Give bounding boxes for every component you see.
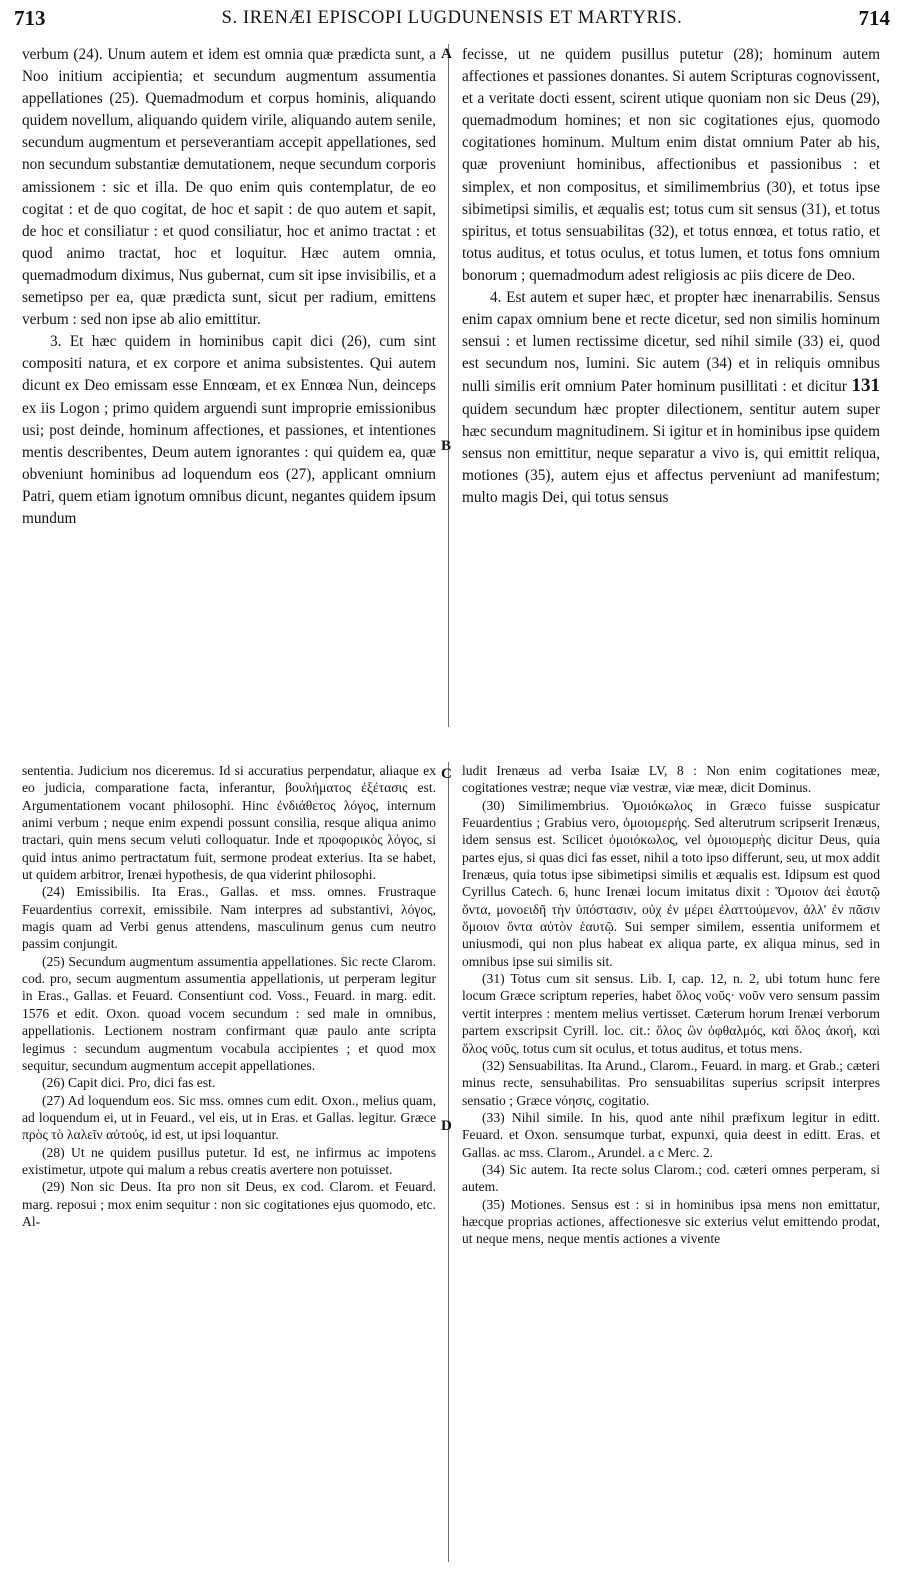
main-paragraph-text: quidem secundum hæc propter dilectionem, sentitur autem super hæc secundum magnitudinem. Si igitur et in hominibus ipse quidem sensus non emittitur, neque separatur a vivo is, qui emittit reliqua, motiones (35), autem ejus et affectus perveniunt ad manifestum; multo magis Dei, qui totus sensus bbox=[462, 400, 880, 506]
main-text-right-column bbox=[462, 44, 880, 509]
footnote-25: (25) Secundum augmentum assumentia appellationes. Sic recte Clarom. cod. pro, secum augmentum assumentia appellationis, ut perperam legitur in Eras., Gallas. et Feuard. Consentiunt cod. Voss., Feuard. in marg. edit. 1576 et edit. Oxon. quoad vocem secundum : sed male in omnibus, appellationis. Lectionem nostram confirmant quæ paulo ante scripta legimus : secundum augmentum vocabula accipientes ; et quod mox sequitur, secundum augmentum accepit appellationes. bbox=[22, 953, 436, 1073]
footnote-24: (24) Emissibilis. Ita Eras., Gallas. et mss. omnes. Frustraque Feuardentius correxit, emissibile. Nam interpres ad substantivi, λόγος, magis quam ad Verbi genus attendens, masculinum genus cum neutro passim conjungit. bbox=[22, 884, 436, 952]
main-paragraph: verbum (24). Unum autem et idem est omnia quæ prædicta sunt, a Noo initium accipientia; et secundum augmentum assumentia appellationes (25). Quemadmodum et corpus hominis, aliquando quidem novellum, aliquando quidem virile, aliquando autem senile, secundum augmentum et perseverantiam accepit appellationes, sed non secundum substantiæ demutationem, neque secundum corporis amissionem : sic et illa. De quo enim quis contemplatur, de eo cogitat : et de quo cogitat, de hoc et sapit : de quo autem et sapit, de hoc et consiliatur : et quod consiliatur, hoc et animo tractat : et quod animo tractat, hoc et loquitur. Hæc autem omnia, quemadmodum diximus, Nus gubernat, cum sit ipse invisibilis, et a semetipso per ea, quæ prædicta sunt, sicut per radium, emittens verbum : sed non ipse ab alio emittitur. bbox=[22, 46, 436, 329]
original-page-marker: 131 bbox=[851, 375, 880, 397]
running-header bbox=[14, 6, 890, 34]
footnote-27: (27) Ad loquendum eos. Sic mss. omnes cum edit. Oxon., melius quam, ad loquendum ei, ut in Feuard., vel eis, ut in Eras. et Gallas. legitur. Græce πρὸς τὸ λαλεῖν αὐτούς, id est, ut ipsi loquantur. bbox=[22, 1092, 436, 1143]
main-text-left-column bbox=[22, 44, 436, 530]
footnote-continuation: sententia. Judicium nos diceremus. Id si accuratius perpendatur, aliaque ex eo judicia, comparatione facta, inferantur, βουλήματος ἐξέτασις est. Argumentationem vocant philosophi. Hinc ἐνδιάθετος λόγος, internum animi verbum ; neque enim expendi possunt consilia, resque aliqua animo tractari, quin mens secum veluti colloquatur. Inde et προφορικὸς λόγος, si quid intus animo pertractatum fuit, sermone prodeat exterius. Ita se habet, ut quidem arbitror, Irenæi hypothesis, de qua viderint philosophi. bbox=[22, 763, 436, 883]
footnote-31: (31) Totus cum sit sensus. Lib. I, cap. 12, n. 2, ubi totum hunc fere locum Græce scriptum reperies, habet ὅλος νοῦς· νοῦν vero sensum passim vertit interpres : mentem melius vertisset. Cæterum horum Irenæi verborum partem exscripsit Cyrill. loc. cit.: ὅλος ὢν ὀφθαλμός, καὶ ὅλος ἀκοή, καὶ ὅλος νοῦς, totus cum sit oculus, et totus auditus, et totus mens. bbox=[462, 971, 880, 1056]
footnotes-right-column bbox=[462, 762, 880, 1248]
column-divider-bottom bbox=[448, 762, 449, 1562]
footnote-28: (28) Ut ne quidem pusillus putetur. Id est, ne infirmus ac impotens existimetur, utpote qui malum a rebus creatis avertere non potuisset. bbox=[22, 1144, 436, 1177]
margin-marker-a: A bbox=[441, 46, 452, 62]
footnote-29: (29) Non sic Deus. Ita pro non sit Deus, ex cod. Clarom. et Feuard. marg. reposui ; mox enim sequitur : non sic cogitationes ejus quomodo, etc. Al- bbox=[22, 1179, 436, 1229]
footnote-35: (35) Motiones. Sensus est : si in hominibus ipsa mens non emittatur, hæcque proprias actiones, affectionesve sic exterius velut emittendo prodat, ut neque mens, neque mentis actiones a vivente bbox=[462, 1196, 880, 1247]
footnote-34: (34) Sic autem. Ita recte solus Clarom.; cod. cæteri omnes perperam, si autem. bbox=[462, 1161, 880, 1195]
running-title: S. IRENÆI EPISCOPI LUGDUNENSIS ET MARTYRIS. bbox=[221, 8, 683, 28]
right-page-number: 714 bbox=[858, 6, 890, 30]
margin-marker-c: C bbox=[441, 766, 452, 782]
footnote-continuation: ludit Irenæus ad verba Isaiæ LV, 8 : Non enim cogitationes meæ, cogitationes vestræ; neque viæ vestræ, viæ meæ, dicit Dominus. bbox=[462, 763, 880, 796]
margin-marker-d: D bbox=[441, 1118, 452, 1134]
footnotes-left-column bbox=[22, 762, 436, 1230]
footnote-33: (33) Nihil simile. In his, quod ante nihil præfixum legitur in editt. Feuard. et Oxon. sensumque turbat, expunxi, quia deest in editt. Eras. et Gallas. ac mss. Clarom., Arundel. a c Merc. 2. bbox=[462, 1109, 880, 1160]
main-paragraph bbox=[462, 287, 880, 509]
footnote-26: (26) Capit dici. Pro, dici fas est. bbox=[42, 1075, 216, 1091]
footnote-32: (32) Sensuabilitas. Ita Arund., Clarom., Feuard. in marg. et Grab.; cæteri minus recte, sensuhabilitas. Pro sensuabilitas superius scripsit interpres sensatio ; Græce νόησις, cogitatio. bbox=[462, 1057, 880, 1108]
main-paragraph: fecisse, ut ne quidem pusillus putetur (28); hominum autem affectiones et passiones donantes. Si autem Scripturas cognovissent, et a veritate docti essent, scirent utique quoniam non sic Deus (29), quemadmodum homines; et non sic cogitationes ejus, quomodo cogitationes hominum. Multum enim distat omnium Pater ab his, quæ proveniunt hominibus, affectionibus et passionibus : et simplex, et non compositus, et similimembrius (30), et totus ipse sibimetipsi similis, et æqualis est; totus cum sit sensus (31), et totus spiritus, et totus sensuabilitas (32), et totus ennœa, et totus ratio, et totus auditus, et totus oculus, et totus lumen, et totus fons omnium bonorum ; quemadmodum adest religiosis ac piis dicere de Deo. bbox=[462, 46, 880, 284]
footnote-30: (30) Similimembrius. Ὁμοιόκωλος in Græco fuisse suspicatur Feuardentius ; Grabius vero, ὁμοιομερής. Sed alterutrum scripserit Irenæus, idem sensus est. Scilicet ὁμοιόκωλος, vel ὁμοιομερὴς dicitur Deus, quia partes ejus, si quas dici fas esset, nihil a toto ipso differunt, seu, ut mox addit Irenæus, quia totus ipse sibimetipsi similis et æqualis est. Idipsum est quod Cyrillus Catech. 6, hunc Irenæi locum imitatus dixit : Ὅμοιον ἀεὶ ἑαυτῷ ὄντα, μονοειδῆ τὴν ὑπόστασιν, οὐχ ἐν μέρει ἐλαττούμενον, ἀλλ' ἐν πᾶσιν ὅμοιον ὄντα αὐτὸν ἑαυτῷ. Sui semper similem, essentia uniformem et uniusmodi, qui non plus habeat ex aliqua parte, ex aliqua minus, sed in omnibus ipse sui similis sit. bbox=[462, 797, 880, 969]
left-page-number: 713 bbox=[14, 6, 46, 30]
margin-marker-b: B bbox=[441, 438, 452, 454]
column-divider-top bbox=[448, 44, 449, 727]
main-paragraph: 3. Et hæc quidem in hominibus capit dici (26), cum sint compositi natura, et ex corpore et anima subsistentes. Qui autem dicunt ex Deo emissam esse Ennœam, et ex Ennœa Nun, deinceps ex iis Logon ; primo quidem arguendi sunt improprie emissionibus usi; post deinde, hominum affectiones, et passiones, et intentiones mentis describentes, Deum autem ignorantes : qui quidem ea, quæ obveniunt hominibus ad loquendum eos (27), applicant omnium Patri, quem etiam ignotum omnibus dicunt, negantes quidem ipsum mundum bbox=[22, 333, 436, 527]
main-paragraph-text: 4. Est autem et super hæc, et propter hæc inenarrabilis. Sensus enim capax omnium bene et recte dicetur, sed non similis hominum sensui : et lumen rectissime dicetur, sed nihil simile (33) ei, quod est secundum nos, lumini. Sic autem (34) et in reliquis omnibus nulli similis erit omnium Pater hominum pusillitati : et dicitur bbox=[462, 289, 880, 396]
